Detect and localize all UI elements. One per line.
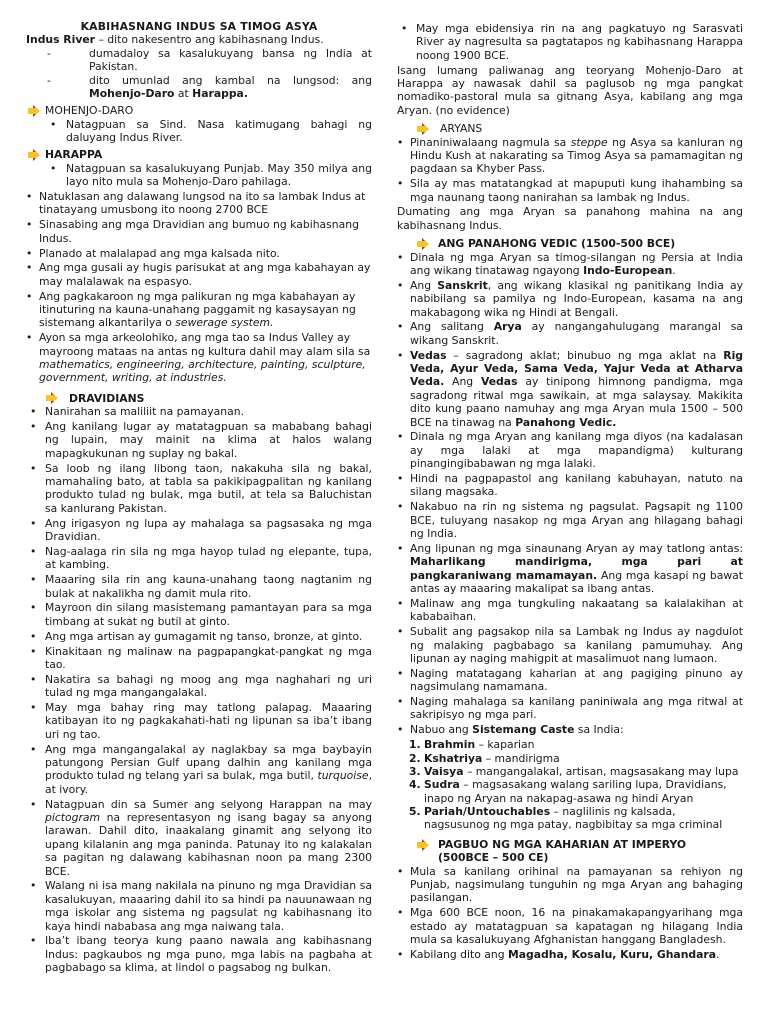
list-item: • Sinasabing ang mga Dravidian ang bumuo ng kabihasnang Indus. xyxy=(26,218,372,245)
general-list xyxy=(26,190,372,385)
list-item-text: ng Asya sa kanluran ng Hindu Kush at nakarating sa Timog Asya sa pamamagitan ng pagdaan sa Khyber Pass. xyxy=(410,135,744,176)
list-item-text: Ang mga gusali ay hugis parisukat at ang mga kabahayan ay may malalawak na espasyo. xyxy=(39,261,371,288)
list-item: • Planado at malalapad ang mga kalsada nito. xyxy=(26,247,372,260)
caste-number: 1. xyxy=(409,738,421,752)
indus-river-line xyxy=(26,33,372,46)
caste-item xyxy=(409,765,743,778)
caste-text xyxy=(424,752,743,765)
section-title: DRAVIDIANS xyxy=(69,391,145,405)
caste-desc: – mandirigma xyxy=(482,751,560,765)
indus-river-term: Indus River xyxy=(26,33,96,47)
document-title: KABIHASNANG INDUS SA TIMOG ASYA xyxy=(80,20,318,33)
vedas-term: Vedas xyxy=(480,375,518,389)
list-item: • Ang mga artisan ay gumagamit ng tanso, bronze, at ginto. xyxy=(26,630,372,643)
aryan-classes: Maharlikang mandirigma, mga pari at pangkaraniwang mamamayan. xyxy=(410,555,743,582)
caste-number: 2. xyxy=(409,751,421,765)
section-title-line: PAGBUO NG MGA KAHARIAN AT IMPERYO xyxy=(438,837,687,851)
section-title-line: (500BCE – 500 CE) xyxy=(438,851,549,865)
caste-name: Vaisya xyxy=(424,764,464,778)
kaharian-list xyxy=(397,865,743,962)
indo-european-term: Indo-European xyxy=(583,263,673,277)
arya-term: Arya xyxy=(493,320,522,334)
list-item xyxy=(26,743,372,797)
list-item-text: . xyxy=(672,263,676,277)
dash-marker: - xyxy=(47,73,51,87)
list-item-text: Kabilang dito ang xyxy=(410,947,508,961)
list-item: • Dinala ng mga Aryan ang kanilang mga diyos (na kadalasan ay mga lalaki at mga mapandigma) kulturang pinangingibabawan ng mga lalaki. xyxy=(397,430,743,470)
list-item: • Natagpuan sa Sind. Nasa katimugang bahagi ng daluyang Indus River. xyxy=(26,118,372,145)
section-arrow-icon xyxy=(417,238,429,250)
dash-marker: - xyxy=(47,46,51,60)
section-heading-aryans xyxy=(397,122,743,135)
list-item-text: Ayon sa mga arkeolohiko, ang mga tao sa Indus Valley ay mayroong mataas na antas ng kultura dahil may alam sila sa xyxy=(39,331,371,358)
list-item: • May mga ebidensiya rin na ang pagkatuyo ng Sarasvati River ay nagresulta sa pagtatapos ng kabihasnang Harappa noong 1900 BCE. xyxy=(397,22,743,62)
section-heading-dravidians xyxy=(26,392,372,405)
list-item xyxy=(397,723,743,736)
list-item: • Hindi na pagpapastol ang kanilang kabuhayan, natuto na silang magsaka. xyxy=(397,472,743,499)
list-item: • Nag-aalaga rin sila ng mga hayop tulad ng elepante, tupa, at kambing. xyxy=(26,545,372,572)
caste-name: Sudra xyxy=(424,778,460,792)
list-item-text: , at ivory. xyxy=(45,769,372,796)
list-item-text: Pinaniniwalaang nagmula sa xyxy=(410,135,571,149)
list-item: • Ang irigasyon ng lupa ay mahalaga sa pagsasaka ng mga Dravidian. xyxy=(26,517,372,544)
sewerage-term: sewerage system. xyxy=(175,316,274,330)
list-item: • Kinakitaan ng malinaw na pagpapangkat-pangkat ng mga tao. xyxy=(26,645,372,672)
paragraph: Isang lumang paliwanag ang teoryang Mohenjo-Daro at Harappa ay nawasak dahil sa paglusob ng mga pangkat nomadiko-pastoral mula sa gitnang Asya, kabilang ang mga Aryan. (no evidence) xyxy=(397,63,743,117)
list-item xyxy=(26,261,372,288)
caste-desc: – naglilinis ng kalsada, nagsusunog ng mga patay, nagbibitay sa mga criminal xyxy=(424,805,723,832)
caste-desc: – magsasakang walang sariling lupa, Dravidians, inapo ng Aryan na nakapag-asawa ng hindi Aryan xyxy=(424,778,727,805)
vedas-term: Vedas xyxy=(410,348,447,362)
caste-name: Brahmin xyxy=(424,738,476,752)
section-arrow-icon xyxy=(28,149,40,161)
list-item: • Iba’t ibang teorya kung paano nawala ang kabihasnang Indus: pagkaubos ng mga puno, mga labis na pagbaha at pagbabago sa klima, at lindol o pagsabog ng bulkan. xyxy=(26,934,372,974)
list-item: • Nakatira sa bahagi ng moog ang mga naghahari ng uri tulad ng mga mangangalakal. xyxy=(26,673,372,700)
section-heading-mohenjo xyxy=(26,104,372,117)
caste-desc: – mangangalakal, artisan, magsasakang may lupa xyxy=(463,764,739,778)
section-title: MOHENJO-DARO xyxy=(45,104,134,118)
list-item-text: ay tinipong himnong pandigma, mga sagradong ritwal mga sawikain, at mga salaysay. Makikita dito kung paano namuhay ang mga Aryan mula 1500 – 500 BCE na tinawag na xyxy=(410,375,743,429)
paragraph: Dumating ang mga Aryan sa panahong mahina na ang kabihasnang Indus. xyxy=(397,205,743,232)
section-arrow-icon xyxy=(28,105,40,117)
caste-item xyxy=(409,752,743,765)
list-item: • Ang kanilang lugar ay matatagpuan sa mababang bahagi ng lupain, may mainit na klima at halos walang mapagkukunan ng suplay ng bakal. xyxy=(26,420,372,460)
caste-desc: – kaparian xyxy=(475,738,535,752)
caste-number: 5. xyxy=(409,805,421,818)
caste-system-term: Sistemang Caste xyxy=(472,723,575,737)
list-item: • Malinaw ang mga tungkuling nakaatang sa kalalakihan at kababaihan. xyxy=(397,597,743,624)
list-item-text: . xyxy=(716,947,720,961)
caste-text xyxy=(424,738,743,751)
list-item xyxy=(397,320,743,347)
kingdom-names: Magadha, Kosalu, Kuru, Ghandara xyxy=(507,947,717,961)
caste-number: 4. xyxy=(409,778,421,792)
caste-text xyxy=(424,778,743,805)
list-item: • Naging matatagang kaharian at ang pagiging pinuno ay nagsimulang namamana. xyxy=(397,667,743,694)
list-item: • Sila ay mas matatangkad at mapuputi kung ihahambing sa mga naunang taong nanirahan sa lambak ng Indus. xyxy=(397,177,743,204)
harappa-term: Harappa. xyxy=(192,86,248,100)
sanskrit-term: Sanskrit xyxy=(437,278,488,292)
indus-river-definition: – dito nakesentro ang kabihasnang Indus. xyxy=(95,33,324,47)
list-item-text: Natagpuan din sa Sumer ang selyong Harappan na may xyxy=(45,797,372,811)
caste-item xyxy=(409,738,743,751)
section-title xyxy=(438,838,686,865)
list-item: • Subalit ang pagsakop nila sa Lambak ng Indus ay nagdulot ng malaking pagbabago sa kanilang pamumuhay. Ang lipunan ay naging mahigpit at masalimuot nang lumaon. xyxy=(397,625,743,665)
list-item-text: , ang wikang klasikal ng panitikang India ay nabibilang sa pamilya ng Indo-European, kasama na ang makabagong wika ng Hindi at Bengali. xyxy=(410,278,743,319)
section-title: HARAPPA xyxy=(45,148,103,162)
mohenjo-list xyxy=(26,118,372,145)
aryans-list xyxy=(397,136,743,204)
list-item: • Naging mahalaga sa kanilang paniniwala ang mga ritwal at sakripisyo ng mga pari. xyxy=(397,695,743,722)
list-item-text: sa India: xyxy=(574,723,624,737)
section-title: ANG PANAHONG VEDIC (1500-500 BCE) xyxy=(438,237,676,251)
list-item: • May mga bahay ring may tatlong palapag. Maaaring katibayan ito ng pagkakahati-hati ng lipunan sa iba’t ibang uri ng tao. xyxy=(26,701,372,741)
caste-list xyxy=(397,738,743,832)
dash-text-part: at xyxy=(174,86,193,100)
caste-item xyxy=(409,805,743,832)
list-item-text: na representasyon ng isang bagay sa anyong larawan. Dahil dito, inaakalang ginamit ang selyong ito upang kilalanin ang mga paninda. Patunay ito ng kalakalan sa pagitan ng dalawang kabihasnan noon pa mang 2300 BCE. xyxy=(45,811,372,878)
caste-item xyxy=(409,778,743,805)
veda-books: Rig Veda, Ayur Veda, Sama Veda, Yajur Veda at Atharva Veda. xyxy=(410,348,743,389)
list-item: • Sa loob ng ilang libong taon, nakakuha sila ng bakal, mamahaling bato, at tabla sa pakikipagpalitan ng kanilang produkto tulad ng bulak, mga butil, at tela sa Baluchistan sa kanlurang Pakistan. xyxy=(26,462,372,516)
list-item xyxy=(397,948,743,961)
list-item-text: Ang pagkakaroon ng mga palikuran ng mga kabahayan ay itinuturing na kauna-unahang paggamit ng kasaysayan ng sistemang alkantarilya o xyxy=(39,289,356,330)
indus-dash-list xyxy=(26,47,372,101)
caste-name: Kshatriya xyxy=(424,751,483,765)
list-item-text: Ang lipunan ng mga sinaunang Aryan ay may tatlong antas: xyxy=(410,541,743,555)
section-arrow-icon xyxy=(417,123,429,135)
section-arrow-icon xyxy=(46,392,58,404)
dash-text-part: dito umunlad ang kambal na lungsod: ang xyxy=(89,73,372,87)
right-column xyxy=(397,22,743,963)
harappa-list xyxy=(26,162,372,189)
list-item xyxy=(26,798,372,878)
list-item: • Nakabuo na rin ng sistema ng pagsulat. Pagsapit ng 1100 BCE, tuluyang nasakop ng mga Aryan ang hilagang bahagi ng India. xyxy=(397,500,743,540)
mohenjo-daro-term: Mohenjo-Daro xyxy=(89,86,175,100)
list-item xyxy=(397,349,743,429)
dravidians-list xyxy=(26,405,372,974)
list-item xyxy=(397,279,743,319)
list-item: • Natagpuan sa kasalukuyang Punjab. May 350 milya ang layo nito mula sa Mohenjo-Daro pahilaga. xyxy=(26,162,372,189)
vedic-list xyxy=(397,251,743,737)
list-item: • Nanirahan sa maliliit na pamayanan. xyxy=(26,405,372,418)
caste-text xyxy=(424,805,743,832)
list-item-text: Ang salitang xyxy=(410,320,494,334)
list-item xyxy=(26,290,372,330)
culture-fields: mathematics, engineering, architecture, painting, sculpture, government, writing, at industries. xyxy=(39,358,366,385)
section-heading-harappa xyxy=(26,148,372,161)
section-heading-vedic xyxy=(397,237,743,250)
list-item: • Maaaring sila rin ang kauna-unahang taong nagtanim ng bulak at nakalikha ng damit mula rito. xyxy=(26,573,372,600)
list-item-text: Ang mga kasapi ng bawat antas ay maaaring makalipat sa ibang antas. xyxy=(410,568,743,595)
list-item-text: Dinala ng mga Aryan sa timog-silangan ng Persia at India ang wikang tinatawag ngayong xyxy=(410,250,743,277)
caste-name: Pariah/Untouchables xyxy=(424,805,551,818)
section-title: ARYANS xyxy=(440,122,483,136)
dash-item xyxy=(26,74,372,101)
steppe-term: steppe xyxy=(570,135,608,149)
section-heading-kaharian xyxy=(397,838,743,865)
list-item-text: ay nangangahulugang marangal sa wikang Sanskrit. xyxy=(410,320,743,347)
left-column xyxy=(26,20,372,976)
caste-text xyxy=(424,765,743,778)
turquoise-term: turquoise xyxy=(317,769,369,783)
list-item xyxy=(397,251,743,278)
list-item: • Mayroon din silang masistemang pamantayan para sa mga timbang at sukat ng butil at ginto. xyxy=(26,601,372,628)
dash-text xyxy=(89,74,372,101)
list-item-text: Ang xyxy=(410,278,438,292)
list-item-text: Ang xyxy=(444,375,481,389)
dash-text: dumadaloy sa kasalukuyang bansa ng India at Pakistan. xyxy=(89,46,372,74)
caste-number: 3. xyxy=(409,764,421,778)
section-arrow-icon xyxy=(417,839,429,851)
pictogram-term: pictogram xyxy=(45,811,101,824)
list-item xyxy=(397,542,743,596)
dash-item xyxy=(26,47,372,74)
indus-end-list xyxy=(397,22,743,62)
list-item-text: – sagradong aklat; binubuo ng mga aklat na xyxy=(446,348,724,362)
list-item-text: Nabuo ang xyxy=(410,723,473,737)
list-item: • Mga 600 BCE noon, 16 na pinakamakapangyarihang mga estado ay matatagpuan sa kapatagan ng hilagang India mula sa kasalukuyang Afghanistan hanggang Bangladesh. xyxy=(397,906,743,946)
list-item: • Natuklasan ang dalawang lungsod na ito sa lambak Indus at tinatayang umusbong ito noong 2700 BCE xyxy=(26,190,372,217)
list-item-text: Ang mga mangangalakal ay naglakbay sa mga baybayin patungong Persian Gulf upang dalhin ang kanilang mga produkto tulad ng telang yari sa bulak, mga butil, xyxy=(45,742,372,783)
panahong-vedic-term: Panahong Vedic. xyxy=(515,415,617,429)
list-item xyxy=(397,136,743,176)
list-item: • Mula sa kanilang orihinal na pamayanan sa rehiyon ng Punjab, nagsimulang tunguhin ng mga Aryan ang bahaging pasilangan. xyxy=(397,865,743,905)
list-item: • Walang ni isa mang nakilala na pinuno ng mga Dravidian sa kasalukuyan, maaaring dahil ito sa hindi pa nauunawaan ng mga iskolar ang sistema ng pagsulat ng kabihasnang ito kaya hindi nababasa ang mga naiwang tala. xyxy=(26,879,372,933)
list-item xyxy=(26,331,372,385)
